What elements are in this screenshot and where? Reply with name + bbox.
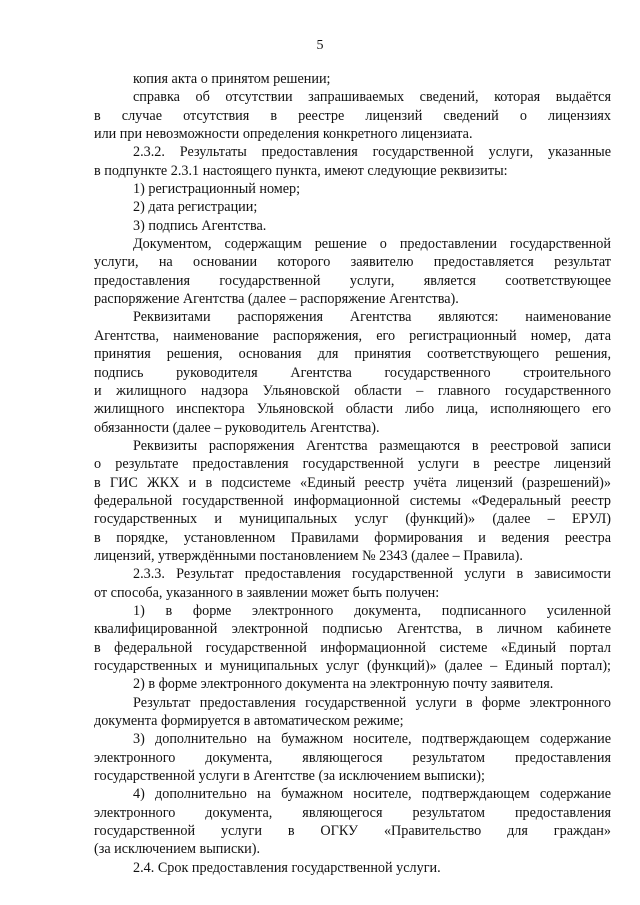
text-line: копия акта о принятом решении; bbox=[133, 71, 331, 87]
text-line: государственной услуги в ОГКУ «Правительство для граждан» bbox=[94, 823, 611, 840]
text-line: 3) подпись Агентства. bbox=[133, 217, 267, 234]
text-line: (за исключением выписки). bbox=[94, 841, 261, 858]
text-line: электронного документа, являющегося результатом предоставления bbox=[94, 804, 611, 821]
text-line: подпись руководителя Агентства государственного строительного bbox=[94, 364, 611, 381]
text-line: от способа, указанного в заявлении может быть получен: bbox=[94, 584, 440, 601]
text-line: предоставления государственной услуги, является соответствующее bbox=[94, 272, 611, 289]
text-line: 2) в форме электронного документа на электронную почту заявителя. bbox=[133, 676, 554, 693]
text-line: 4) дополнительно на бумажном носителе, подтверждающем содержание bbox=[133, 786, 611, 803]
text-line: 1) в форме электронного документа, подписанного усиленной bbox=[133, 602, 611, 619]
text-line: в случае отсутствия в реестре лицензий сведений о лицензиях bbox=[94, 107, 611, 124]
text-line: государственных и муниципальных услуг (функций)» (далее – Единый портал); bbox=[94, 658, 611, 674]
text-line: государственной услуги в Агентстве (за исключением выписки); bbox=[94, 768, 485, 785]
text-line: Реквизитами распоряжения Агентства являются: наименование bbox=[133, 309, 611, 326]
text-line: 1) регистрационный номер; bbox=[133, 181, 301, 198]
text-line: справка об отсутствии запрашиваемых сведений, которая выдаётся bbox=[133, 89, 611, 106]
text-line: и жилищного надзора Ульяновской области – главного государственного bbox=[94, 382, 611, 399]
text-line: лицензий, утверждёнными постановлением № 2343 (далее – Правила). bbox=[94, 547, 523, 564]
text-line: квалифицированной электронной подписью Агентства, в личном кабинете bbox=[94, 621, 611, 638]
text-line: электронного документа, являющегося результатом предоставления bbox=[94, 749, 611, 766]
document-body bbox=[94, 70, 611, 877]
text-line: Агентства, наименование распоряжения, его регистрационный номер, дата bbox=[94, 327, 611, 344]
text-line: в порядке, установленном Правилами формирования и ведения реестра bbox=[94, 529, 611, 546]
text-line: Документом, содержащим решение о предоставлении государственной bbox=[133, 236, 611, 253]
text-line: обязанности (далее – руководитель Агентства). bbox=[94, 419, 380, 436]
text-line: принятия решения, основания для принятия соответствующего решения, bbox=[94, 346, 611, 363]
text-line: 2.3.2. Результаты предоставления государственной услуги, указанные bbox=[133, 144, 611, 161]
text-line: федеральной государственной информационной системы «Федеральный реестр bbox=[94, 492, 611, 509]
text-line: распоряжение Агентства (далее – распоряжение Агентства). bbox=[94, 291, 459, 308]
page-number: 5 bbox=[316, 38, 324, 53]
text-line: Результат предоставления государственной услуги в форме электронного bbox=[133, 694, 611, 711]
text-line: в подпункте 2.3.1 настоящего пункта, имеют следующие реквизиты: bbox=[94, 162, 508, 179]
text-line: в ГИС ЖКХ и в подсистеме «Единый реестр учёта лицензий (разрешений)» bbox=[94, 474, 611, 491]
text-line: государственных и муниципальных услуг (функций)» (далее – ЕРУЛ) bbox=[94, 511, 611, 528]
text-line: в федеральной государственной информационной системе «Единый портал bbox=[94, 639, 611, 656]
text-line: 2.4. Срок предоставления государственной услуги. bbox=[133, 859, 441, 876]
text-line: о результате предоставления государственной услуги в реестре лицензий bbox=[94, 456, 611, 473]
text-line: услуги, на основании которого заявителю предоставляется результат bbox=[94, 254, 611, 271]
text-line: Реквизиты распоряжения Агентства размещаются в реестровой записи bbox=[133, 437, 611, 454]
text-line: или при невозможности определения конкретного лицензиата. bbox=[94, 126, 473, 143]
text-line: жилищного инспектора Ульяновской области либо лица, исполняющего его bbox=[94, 401, 611, 418]
text-line: 2) дата регистрации; bbox=[133, 199, 258, 216]
text-line: документа формируется в автоматическом режиме; bbox=[94, 713, 404, 730]
text-line: 3) дополнительно на бумажном носителе, подтверждающем содержание bbox=[133, 731, 611, 748]
text-line: 2.3.3. Результат предоставления государственной услуги в зависимости bbox=[133, 566, 611, 583]
